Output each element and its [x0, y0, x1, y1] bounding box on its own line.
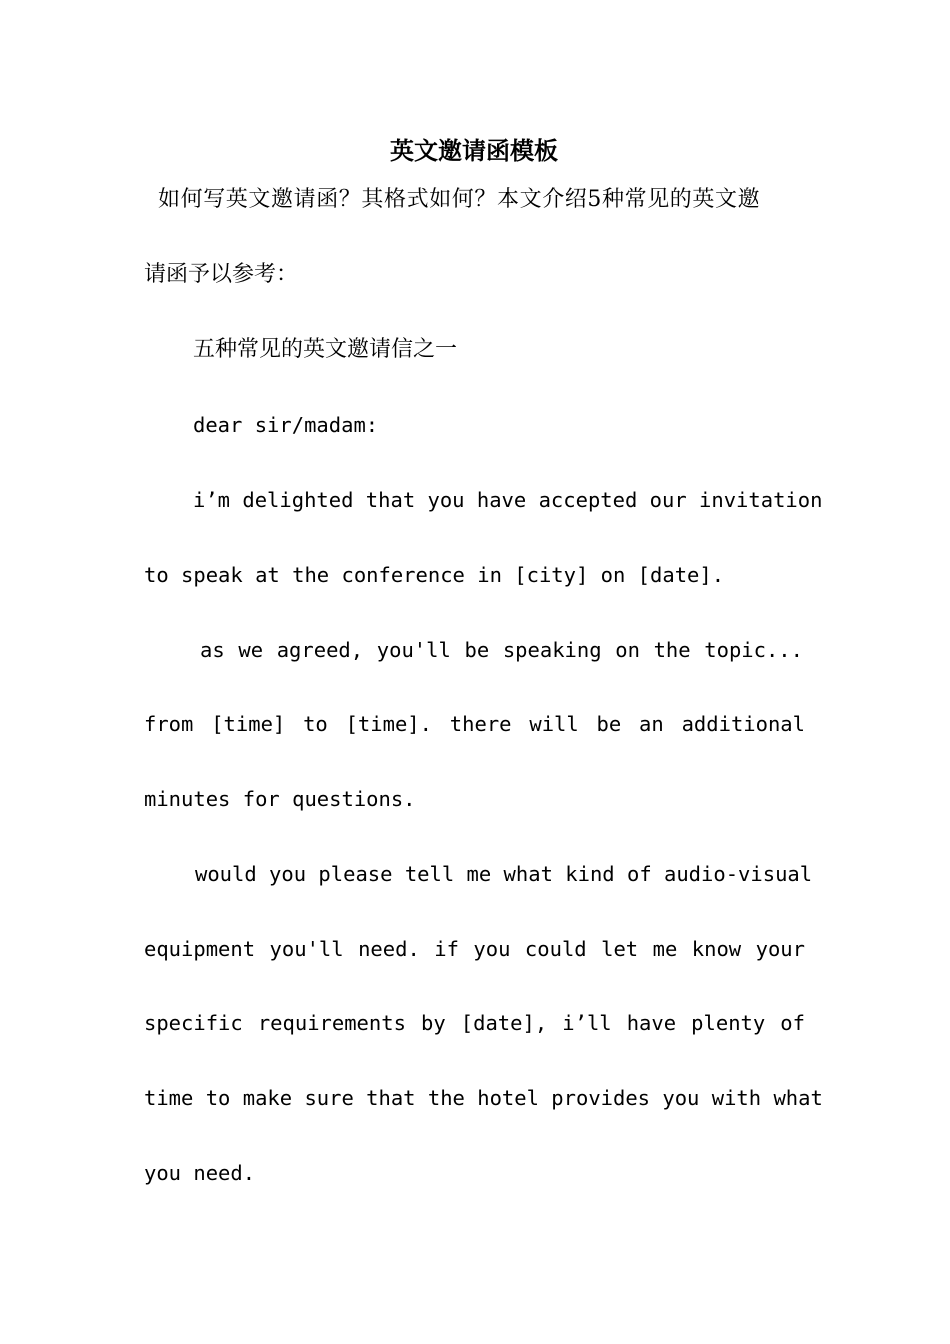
paragraph-2-line-1: as we agreed, you'll be speaking on the topic...: [200, 638, 803, 662]
paragraph-2-line-2: from [time] to [time]. there will be an additional: [144, 712, 805, 736]
paragraph-3-line-2: equipment you'll need. if you could let me know your: [144, 937, 805, 961]
salutation: dear sir/madam:: [193, 413, 379, 437]
paragraph-2-line-3: minutes for questions.: [144, 787, 416, 811]
paragraph-3-line-3: specific requirements by [date], i’ll have plenty of: [144, 1011, 805, 1035]
section-heading: 五种常见的英文邀请信之一: [193, 337, 458, 362]
paragraph-3-line-4: time to make sure that the hotel provides you with what: [144, 1086, 823, 1110]
intro-line-1: 如何写英文邀请函？其格式如何？本文介绍5种常见的英文邀: [158, 187, 761, 212]
paragraph-1-line-1: i’m delighted that you have accepted our invitation: [193, 488, 823, 512]
paragraph-1-line-2: to speak at the conference in [city] on [date].: [144, 563, 725, 587]
document-title: 英文邀请函模板: [390, 136, 558, 165]
paragraph-3-line-1: would you please tell me what kind of audio-visual: [195, 862, 813, 886]
intro-line-2: 请函予以参考：: [144, 262, 299, 287]
paragraph-3-line-5: you need.: [144, 1161, 256, 1185]
